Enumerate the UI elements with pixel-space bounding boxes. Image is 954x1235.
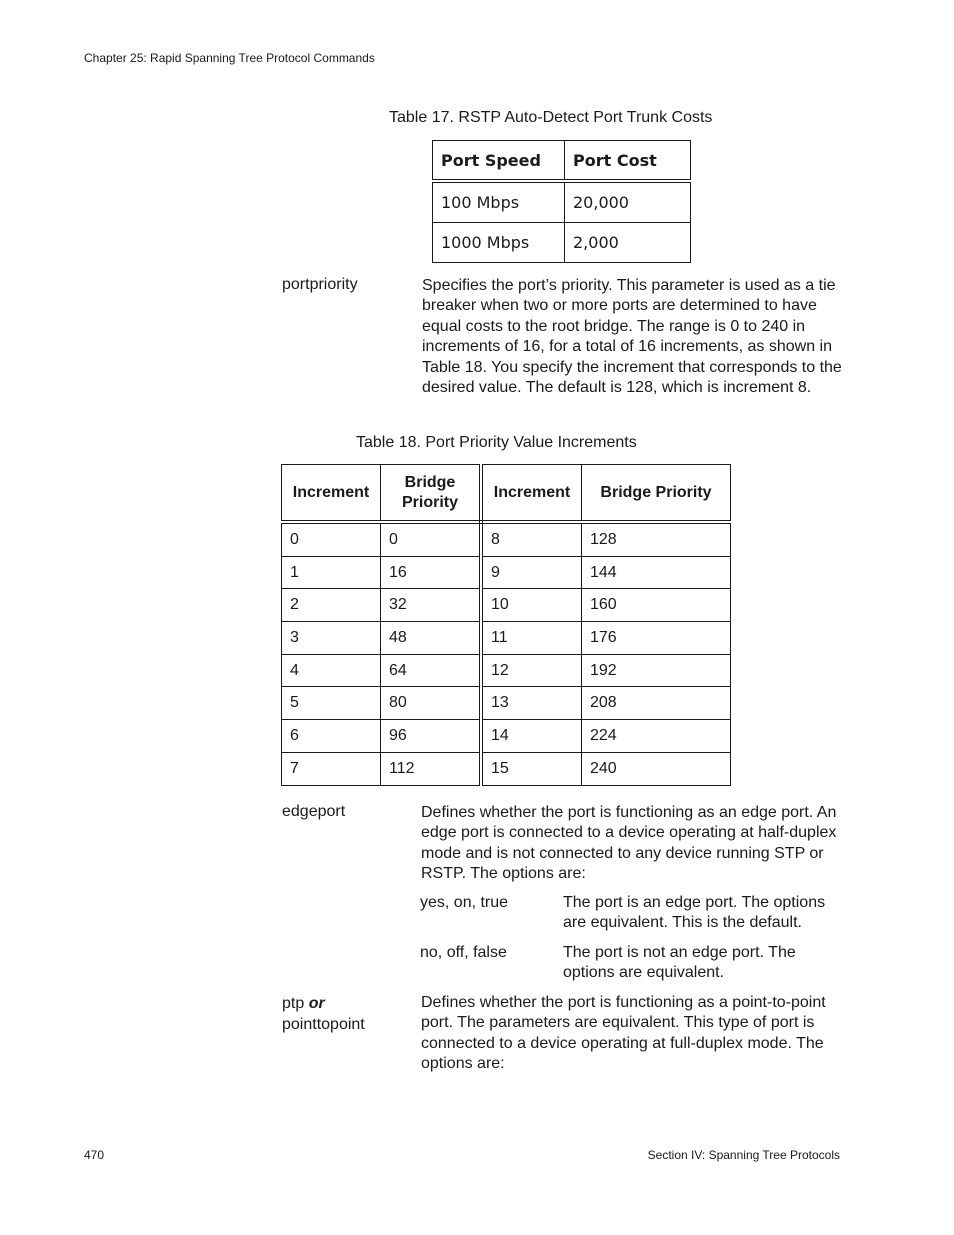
table18-cell: 10 [481,589,582,622]
table18-cell: 15 [481,752,582,785]
table-row [282,622,731,655]
table-row [282,720,731,753]
table18-cell: 224 [582,720,731,753]
table18-cell: 12 [481,654,582,687]
table18-cell: 8 [481,522,582,556]
edgeport-option-text: The port is an edge port. The options are equivalent. This is the default. [563,894,826,932]
table18-cell: 14 [481,720,582,753]
table17-cell: 2,000 [565,223,691,263]
running-footer: Section IV: Spanning Tree Protocols [647,1148,840,1162]
table18 [281,464,731,786]
page-number: 470 [84,1148,105,1162]
table17-cell: 100 Mbps [433,181,565,223]
table18-cell: 112 [381,752,482,785]
table18-header-bridge-priority: Bridge Priority [381,465,482,523]
table18-cell: 144 [582,556,731,589]
term-edgeport: edgeport [282,803,346,820]
term-pointtopoint: pointtopoint [282,1016,365,1033]
table-row [282,654,731,687]
table18-cell: 13 [481,687,582,720]
ptp-description: Defines whether the port is functioning as a point-to-point port. The parameters are equivalent. This type of port is connected to a device operating at full-duplex mode. The options are: [421,994,826,1073]
table18-cell: 0 [282,522,381,556]
portpriority-description: Specifies the port’s priority. This parameter is used as a tie breaker when two or more ports are determined to have equal costs to the root bridge. The range is 0 to 240 in increments of 16, for a total of 16 increments, as shown in Table 18. You specify the increment that corresponds to the desired value. The default is 128, which is increment 8. [422,277,842,397]
table18-cell: 32 [381,589,482,622]
table18-cell: 11 [481,622,582,655]
table18-cell: 3 [282,622,381,655]
edgeport-option-name: no, off, false [420,944,507,961]
table17-caption: Table 17. RSTP Auto-Detect Port Trunk Costs [389,109,713,126]
table18-cell: 64 [381,654,482,687]
table18-caption: Table 18. Port Priority Value Increments [356,434,637,451]
edgeport-option-name: yes, on, true [420,894,509,911]
table18-cell: 240 [582,752,731,785]
table17-header-port-speed: Port Speed [433,141,565,182]
term-ptp-or: or [308,995,325,1012]
table18-cell: 16 [381,556,482,589]
table-row [433,223,691,263]
table18-cell: 1 [282,556,381,589]
table18-cell: 7 [282,752,381,785]
table-row [282,522,731,556]
table-row [282,687,731,720]
table18-cell: 5 [282,687,381,720]
table18-cell: 176 [582,622,731,655]
term-portpriority: portpriority [282,276,358,293]
table17-cell: 1000 Mbps [433,223,565,263]
table18-cell: 0 [381,522,482,556]
table18-header-bridge-priority: Bridge Priority [582,465,731,523]
table18-header-increment: Increment [481,465,582,523]
table18-cell: 160 [582,589,731,622]
table-row [433,181,691,223]
table-row [282,589,731,622]
table18-cell: 4 [282,654,381,687]
table18-cell: 6 [282,720,381,753]
table17-cell: 20,000 [565,181,691,223]
table18-cell: 96 [381,720,482,753]
edgeport-description: Defines whether the port is functioning as an edge port. An edge port is connected to a device operating at half-duplex mode and is not connected to any device running STP or RSTP. The options are: [421,804,837,883]
table-row [282,556,731,589]
table17-header-port-cost: Port Cost [565,141,691,182]
table18-cell: 80 [381,687,482,720]
table18-cell: 48 [381,622,482,655]
table18-cell: 2 [282,589,381,622]
table17-header-row [433,141,691,182]
table18-cell: 192 [582,654,731,687]
table-row [282,752,731,785]
edgeport-option-text: The port is not an edge port. The options are equivalent. [563,944,796,982]
table18-cell: 208 [582,687,731,720]
table18-cell: 9 [481,556,582,589]
table18-header-row [282,465,731,523]
term-ptp [282,993,365,1035]
term-ptp-name: ptp [282,995,305,1012]
table18-cell: 128 [582,522,731,556]
table17 [432,140,691,263]
running-header: Chapter 25: Rapid Spanning Tree Protocol Commands [84,51,375,65]
table18-header-increment: Increment [282,465,381,523]
